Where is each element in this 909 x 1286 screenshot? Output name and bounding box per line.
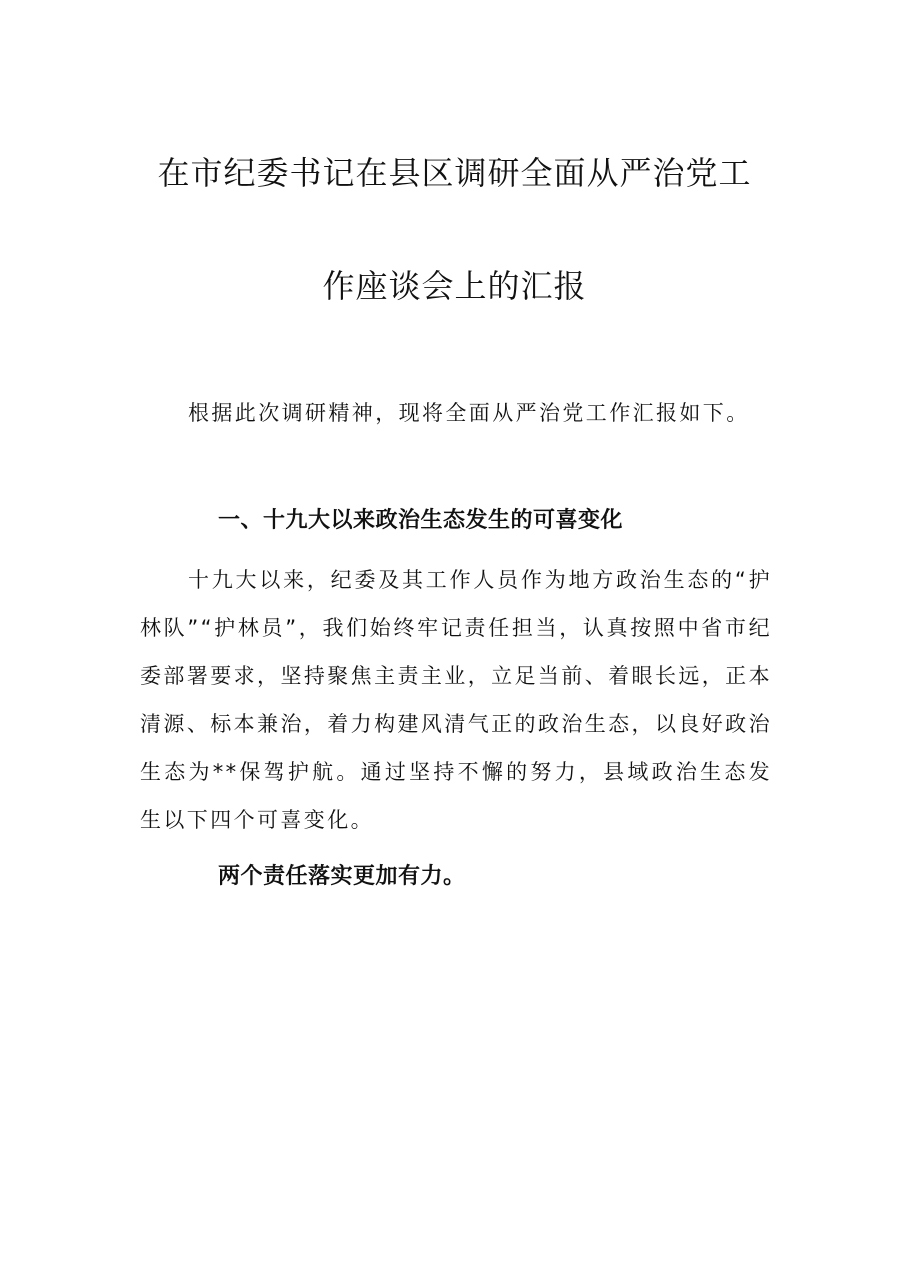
subheading-1: 两个责任落实更加有力。 xyxy=(218,864,466,889)
section-1-body xyxy=(140,556,772,844)
section-1-body-text: 十九大以来，纪委及其工作人员作为地方政治生态的“护林队”“护林员”，我们始终牢记责任担当，认真按照中省市纪委部署要求，坚持聚焦主责主业，立足当前、着眼长远，正本清源、标本兼治，着力构建风清气正的政治生态，以良好政治生态为**保驾护航。通过坚持不懈的努力，县域政治生态发生以下四个可喜变化。 xyxy=(140,568,772,832)
intro-paragraph xyxy=(140,389,772,437)
title-line-2: 作座谈会上的汇报 xyxy=(322,267,587,305)
section-1-heading: 一、十九大以来政治生态发生的可喜变化 xyxy=(218,508,624,533)
intro-text: 根据此次调研精神，现将全面从严治党工作汇报如下。 xyxy=(188,401,750,425)
title-line-1: 在市纪委书记在县区调研全面从严治党工 xyxy=(157,154,752,192)
